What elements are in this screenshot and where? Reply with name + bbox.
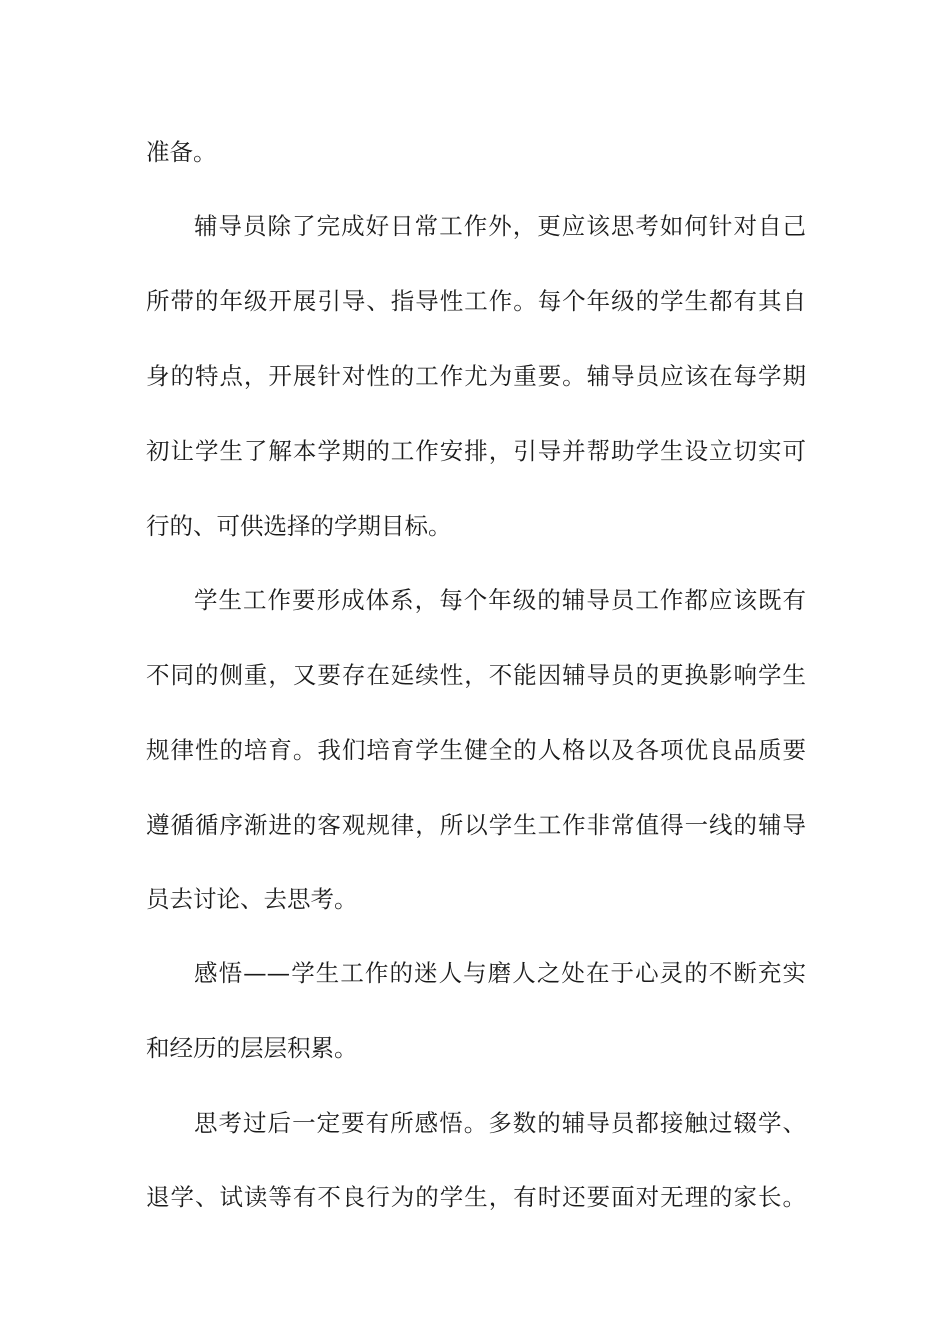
text-line: 和经历的层层积累。 — [146, 1034, 358, 1062]
text-line: 规律性的培育。我们培育学生健全的人格以及各项优良品质要 — [146, 736, 806, 764]
text-line: 初让学生了解本学期的工作安排，引导并帮助学生设立切实可 — [146, 437, 806, 465]
text-line: 思考过后一定要有所感悟。多数的辅导员都接触过辍学、 — [194, 1109, 806, 1137]
text-line: 辅导员除了完成好日常工作外，更应该思考如何针对自己 — [194, 212, 806, 240]
text-line: 感悟——学生工作的迷人与磨人之处在于心灵的不断充实 — [194, 959, 806, 987]
text-line: 员去讨论、去思考。 — [146, 885, 358, 913]
text-line: 行的、可供选择的学期目标。 — [146, 512, 452, 540]
text-line: 所带的年级开展引导、指导性工作。每个年级的学生都有其自 — [146, 287, 806, 315]
text-line: 遵循循序渐进的客观规律，所以学生工作非常值得一线的辅导 — [146, 811, 806, 839]
text-line: 学生工作要形成体系，每个年级的辅导员工作都应该既有 — [194, 586, 806, 614]
text-line: 不同的侧重，又要存在延续性，不能因辅导员的更换影响学生 — [146, 661, 806, 689]
text-line: 身的特点，开展针对性的工作尤为重要。辅导员应该在每学期 — [146, 362, 806, 390]
text-line: 退学、试读等有不良行为的学生，有时还要面对无理的家长。 — [146, 1183, 806, 1211]
text-line: 准备。 — [146, 138, 217, 166]
